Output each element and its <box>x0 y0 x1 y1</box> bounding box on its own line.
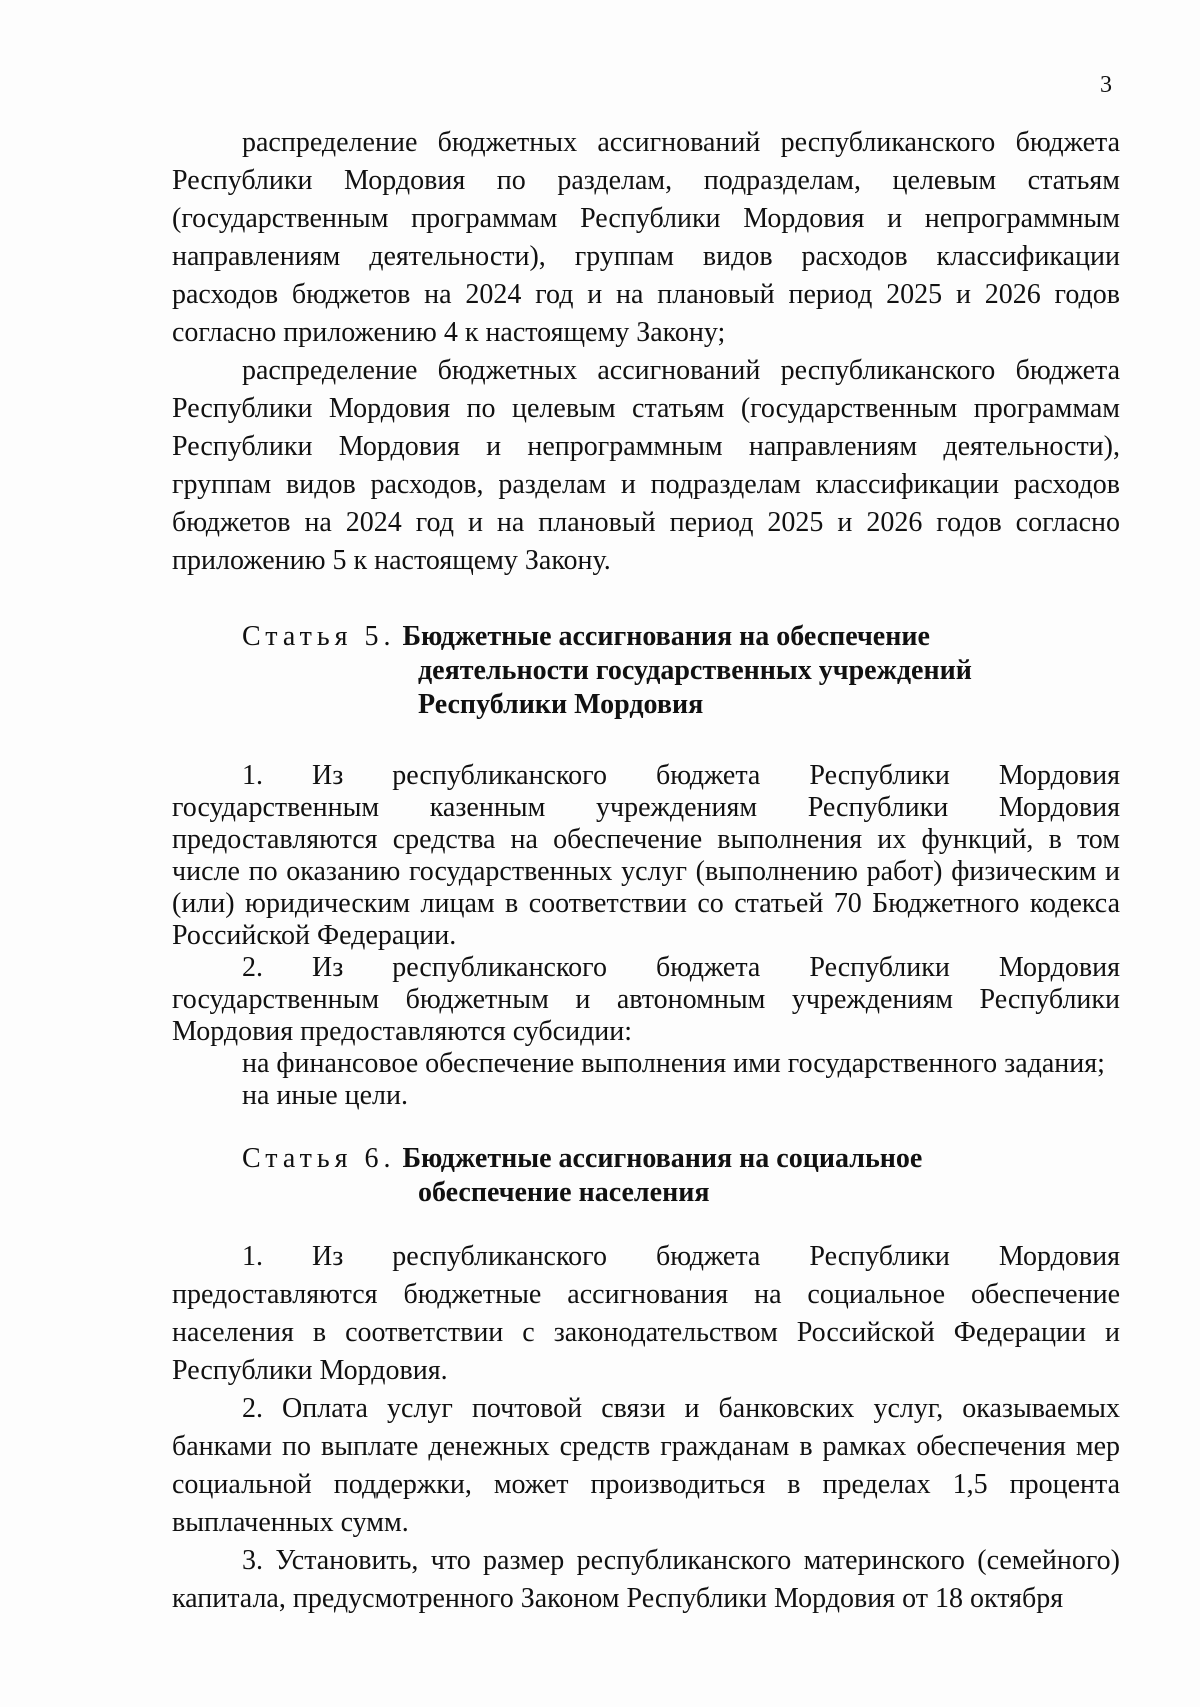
article-title-line: Бюджетные ассигнования на социальное <box>402 1143 923 1174</box>
paragraph: распределение бюджетных ассигнований республиканского бюджета Республики Мордовия по целевым статьям (государственным программам Республики Мордовия и непрограммным направлениям деятельности), группам видов расходов, разделам и подразделам классификации расходов бюджетов на 2024 год и на плановый период 2025 и 2026 годов согласно приложению 5 к настоящему Закону. <box>172 355 1120 576</box>
paragraph: на финансовое обеспечение выполнения ими государственного задания; <box>242 1048 1105 1079</box>
paragraph: распределение бюджетных ассигнований республиканского бюджета Республики Мордовия по разделам, подразделам, целевым статьям (государственным программам Республики Мордовия и непрограммным направлениям деятельности), группам видов расходов классификации расходов бюджетов на 2024 год и на плановый период 2025 и 2026 годов согласно приложению 4 к настоящему Закону; <box>172 127 1120 348</box>
article-title-line: обеспечение населения <box>418 1177 710 1208</box>
article-label: Статья 5. <box>242 621 396 652</box>
paragraph: 3. Установить, что размер республиканского материнского (семейного) капитала, предусмотренного Законом Республики Мордовия от 18 октября <box>172 1545 1120 1614</box>
document-body <box>172 124 1120 1618</box>
paragraph: 1. Из республиканского бюджета Республики Мордовия предоставляются бюджетные ассигнования на социальное обеспечение населения в соответствии с законодательством Российской Федерации и Республики Мордовия. <box>172 1241 1120 1386</box>
article-title-line: деятельности государственных учреждений <box>418 655 972 686</box>
paragraph: 2. Из республиканского бюджета Республики Мордовия государственным бюджетным и автономным учреждениям Республики Мордовия предоставляются субсидии: <box>172 952 1120 1047</box>
paragraph: 2. Оплата услуг почтовой связи и банковских услуг, оказываемых банками по выплате денежных средств гражданам в рамках обеспечения мер социальной поддержки, может производиться в пределах 1,5 процента выплаченных сумм. <box>172 1393 1120 1538</box>
article-5-heading <box>242 620 1120 722</box>
paragraph: 1. Из республиканского бюджета Республики Мордовия государственным казенным учреждениям Республики Мордовия предоставляются средства на обеспечение выполнения их функций, в том числе по оказанию государственных услуг (выполнению работ) физическим и (или) юридическим лицам в соответствии со статьей 70 Бюджетного кодекса Российской Федерации. <box>172 760 1120 951</box>
article-6-heading <box>242 1142 1120 1210</box>
article-title-line: Бюджетные ассигнования на обеспечение <box>402 621 930 652</box>
article-label: Статья 6. <box>242 1143 396 1174</box>
page-number: 3 <box>1100 72 1112 98</box>
article-title-line: Республики Мордовия <box>418 689 704 720</box>
paragraph: на иные цели. <box>242 1080 408 1111</box>
